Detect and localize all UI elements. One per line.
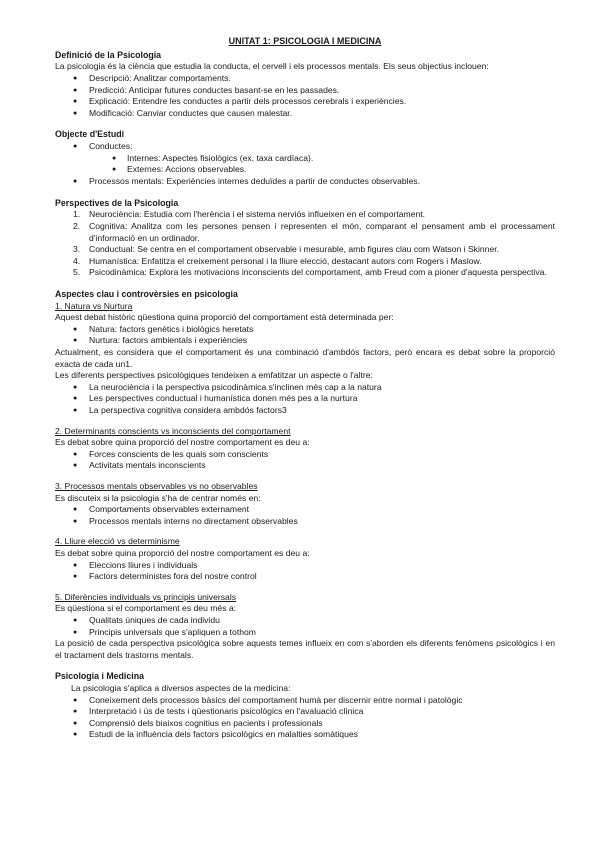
paragraph: Es debat sobre quina proporció del nostre comportament es deu a: (55, 437, 310, 448)
conductes-label: Conductes: (89, 141, 133, 152)
list-item: ● Predicció: Anticipar futures conductes basant-se en les passades. (55, 85, 555, 97)
bullet-list (55, 615, 555, 638)
section-definicio (55, 50, 555, 120)
paragraph: La posició de cada perspectiva psicològica sobre aquests temes influeix en com s'aborden els diferents fenòmens psicològics i en el tractament dels trastorns mentals. (55, 638, 555, 660)
list-item: ● Nurtura: factors ambientals i experiències (55, 335, 555, 347)
paragraph: Es qüestiona si el comportament es deu més a: (55, 603, 237, 614)
paragraph: Les diferents perspectives psicològiques tendeixen a emfatitzar un aspecte o l'altre: (55, 370, 373, 381)
item-text: Psicodinàmica: Explora les motivacions inconscients del comportament, amb Freud com a pioner d'aquesta perspectiva. (89, 267, 547, 278)
list-item: ● Processos mentals: Experiències internes deduïdes a partir de conductes observables. (55, 176, 555, 188)
aspectes-heading: Aspectes clau i controvèrsies en psicologia (55, 288, 238, 299)
medicina-heading: Psicologia i Medicina (55, 671, 144, 682)
definicio-heading: Definició de la Psicologia (55, 49, 162, 60)
paragraph: Es debat sobre quina proporció del nostre comportament es deu a: (55, 547, 310, 558)
list-item (55, 256, 555, 268)
bullet-list (55, 449, 555, 472)
conductes-sublist (55, 153, 555, 176)
perspectives-list (55, 209, 555, 279)
list-item: ● Explicació: Entendre les conductes a partir dels processos cerebrals i experiències. (55, 96, 555, 108)
section-perspectives (55, 198, 555, 279)
item-number: 1. (73, 209, 81, 220)
section-objecte (55, 129, 555, 187)
list-item (55, 267, 555, 279)
item-number: 3. (73, 244, 81, 255)
subsection-title: 3. Processos mentals observables vs no observables (55, 481, 258, 491)
subsection-title: 4. Lliure elecció vs determinisme (55, 536, 180, 547)
list-item (55, 221, 555, 244)
list-item: ● Eleccions lliures i individuals (55, 560, 555, 572)
list-item: ● Comportaments observables externament (55, 504, 555, 516)
list-item: ● Descripció: Analitzar comportaments. (55, 73, 555, 85)
bullet-list (55, 324, 555, 347)
list-item (55, 209, 555, 221)
paragraph: Aquest debat històric qüestiona quina proporció del comportament està determinada per: (55, 312, 394, 323)
perspectives-heading: Perspectives de la Psicologia (55, 197, 179, 208)
bullet-list (55, 560, 555, 583)
list-item: ● La neurociència i la perspectiva psicodinàmica s'inclinen més cap a la natura (55, 382, 555, 394)
paragraph: Actualment, es considera que el comportament és una combinació d'ambdós factors, però encara es debat sobre la proporció exacta de cada un1. (55, 347, 555, 369)
document-title: UNITAT 1: PSICOLOGIA I MEDICINA (228, 36, 382, 46)
list-item: ● Factors deterministes fora del nostre control (55, 571, 555, 583)
list-item: ● Coneixement dels processos bàsics del comportament humà per discernir entre normal i patològic (55, 695, 555, 707)
section-medicina (55, 671, 555, 741)
section-aspectes (55, 289, 555, 661)
item-number: 2. (73, 220, 81, 231)
item-number: 4. (73, 255, 81, 266)
subsection-title: 2. Determinants conscients vs inconscients del comportament (55, 425, 291, 436)
objecte-list (55, 141, 555, 187)
list-item: ● Principis universals que s'apliquen a tothom (55, 627, 555, 639)
list-item: ● Forces conscients de les quals som conscients (55, 449, 555, 461)
paragraph: La psicologia s'aplica a diversos aspectes de la medicina: (71, 683, 291, 694)
subsection-title: 1. Natura vs Nurtura (55, 300, 133, 311)
item-text: Conductual: Se centra en el comportament observable i mesurable, amb figures clau com Watson i Skinner. (89, 244, 499, 255)
list-item: ● Modificació: Canviar conductes que causen malestar. (55, 108, 555, 120)
list-item: ● Estudi de la influència dels factors psicològics en malalties somàtiques (55, 729, 555, 741)
list-item: ● Les perspectives conductual i humanística donen més pes a la nurtura (55, 393, 555, 405)
list-item (55, 141, 555, 176)
item-text: Humanística: Enfatitza el creixement personal i la lliure elecció, destacant autors com Rogers i Maslow. (89, 255, 482, 266)
bullet-list (55, 504, 555, 527)
definicio-list (55, 73, 555, 119)
list-item: ● Interpretació i ús de tests i qüestionaris psicològics en l'avaluació clínica (55, 706, 555, 718)
paragraph: Es discuteix si la psicologia s'ha de centrar només en: (55, 492, 261, 503)
list-item: ● Externes: Accions observables. (55, 164, 555, 176)
list-item: ● Processos mentals interns no directament observables (55, 516, 555, 528)
item-text: Cognitiva: Analitza com les persones pensen i representen el món, comparant el pensament amb el processament d'informació en un ordinador. (89, 220, 555, 243)
list-item: ● La perspectiva cognitiva considera ambdós factors3 (55, 405, 555, 417)
bullet-list (55, 382, 555, 417)
list-item: ● Natura: factors genètics i biològics heretats (55, 324, 555, 336)
list-item (55, 244, 555, 256)
objecte-heading: Objecte d'Estudi (55, 129, 125, 140)
list-item: ● Activitats mentals inconscients (55, 460, 555, 472)
list-item: ● Qualitats úniques de cada individu (55, 615, 555, 627)
list-item: ● Comprensió dels biaixos cognitius en pacients i professionals (55, 718, 555, 730)
item-number: 5. (73, 267, 81, 278)
list-item: ● Internes: Aspectes fisiològics (ex. taxa cardíaca). (55, 153, 555, 165)
item-text: Neurociència: Estudia com l'herència i el sistema nerviós influeixen en el comportament. (89, 209, 426, 220)
document-page (55, 36, 555, 741)
definicio-intro: La psicologia és la ciència que estudia la conducta, el cervell i els processos mentals. Els seus objectius inclouen: (55, 61, 489, 72)
subsection-title: 5. Diferències individuals vs principis universals (55, 591, 237, 602)
bullet-list (55, 695, 555, 741)
